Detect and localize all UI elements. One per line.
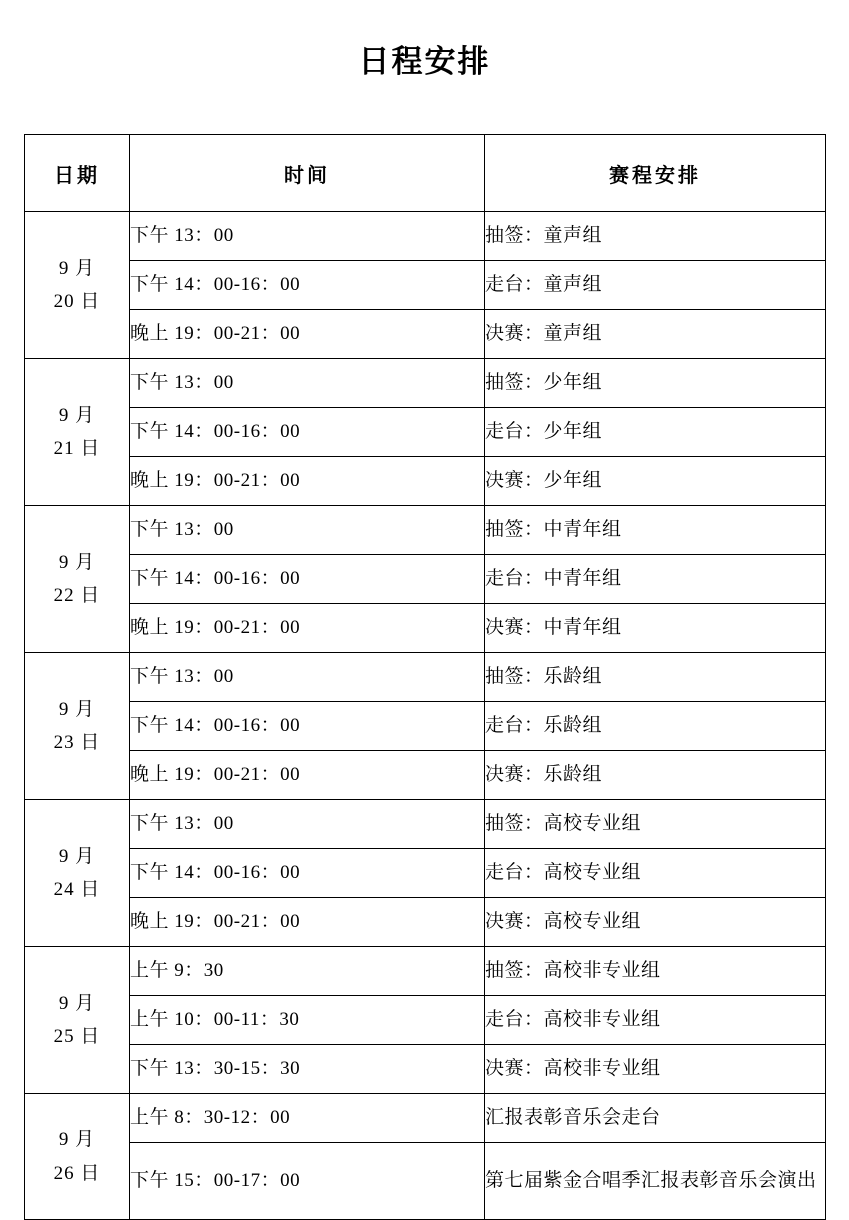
table-row	[25, 849, 826, 898]
schedule-date-cell	[25, 212, 130, 359]
schedule-time-cell: 下午 14：00-16：00	[130, 702, 485, 751]
table-row	[25, 1094, 826, 1143]
schedule-event-cell: 走台：高校非专业组	[485, 996, 826, 1045]
schedule-time-cell: 上午 9：30	[130, 947, 485, 996]
schedule-table-container	[24, 134, 825, 1220]
schedule-date-line: 21 日	[53, 438, 101, 460]
schedule-date-cell	[25, 800, 130, 947]
column-header-date: 日期	[25, 135, 130, 212]
schedule-event-cell: 决赛：童声组	[485, 310, 826, 359]
table-header-row	[25, 135, 826, 212]
schedule-event-cell: 抽签：童声组	[485, 212, 826, 261]
schedule-event-cell: 抽签：乐龄组	[485, 653, 826, 702]
schedule-event-cell: 走台：童声组	[485, 261, 826, 310]
table-body	[25, 212, 826, 1220]
schedule-time-cell: 下午 13：00	[130, 359, 485, 408]
schedule-time-cell: 下午 13：00	[130, 212, 485, 261]
schedule-time-cell: 晚上 19：00-21：00	[130, 898, 485, 947]
schedule-date-line: 9 月	[58, 551, 96, 573]
schedule-event-cell: 走台：少年组	[485, 408, 826, 457]
schedule-date-line: 9 月	[58, 404, 96, 426]
table-row	[25, 947, 826, 996]
schedule-time-cell: 晚上 19：00-21：00	[130, 310, 485, 359]
schedule-date-line: 9 月	[58, 845, 96, 867]
table-row	[25, 604, 826, 653]
schedule-time-cell: 上午 8：30-12：00	[130, 1094, 485, 1143]
table-row	[25, 1045, 826, 1094]
schedule-event-cell: 汇报表彰音乐会走台	[485, 1094, 826, 1143]
schedule-time-cell: 下午 14：00-16：00	[130, 408, 485, 457]
table-row	[25, 898, 826, 947]
table-row	[25, 800, 826, 849]
schedule-date-line: 25 日	[53, 1026, 101, 1048]
schedule-date-line: 9 月	[58, 1129, 96, 1151]
table-row	[25, 408, 826, 457]
schedule-date-line: 9 月	[58, 698, 96, 720]
schedule-date-cell	[25, 506, 130, 653]
schedule-time-cell: 晚上 19：00-21：00	[130, 604, 485, 653]
schedule-date-line: 26 日	[53, 1162, 101, 1184]
schedule-event-cell: 走台：中青年组	[485, 555, 826, 604]
schedule-time-cell: 下午 13：00	[130, 653, 485, 702]
schedule-table	[24, 134, 826, 1220]
schedule-time-cell: 晚上 19：00-21：00	[130, 457, 485, 506]
column-header-event: 赛程安排	[485, 135, 826, 212]
schedule-event-cell: 决赛：高校专业组	[485, 898, 826, 947]
schedule-time-cell: 下午 13：00	[130, 800, 485, 849]
schedule-event-cell: 抽签：高校非专业组	[485, 947, 826, 996]
schedule-date-line: 22 日	[53, 585, 101, 607]
schedule-event-cell: 抽签：中青年组	[485, 506, 826, 555]
schedule-event-cell: 抽签：少年组	[485, 359, 826, 408]
schedule-date-line: 24 日	[53, 879, 101, 901]
schedule-event-cell: 决赛：少年组	[485, 457, 826, 506]
column-header-time: 时间	[130, 135, 485, 212]
schedule-event-cell: 走台：高校专业组	[485, 849, 826, 898]
schedule-event-cell: 抽签：高校专业组	[485, 800, 826, 849]
schedule-time-cell: 上午 10：00-11：30	[130, 996, 485, 1045]
schedule-event-cell: 决赛：乐龄组	[485, 751, 826, 800]
schedule-date-cell	[25, 359, 130, 506]
table-header	[25, 135, 826, 212]
schedule-time-cell: 下午 14：00-16：00	[130, 849, 485, 898]
table-row	[25, 996, 826, 1045]
table-row	[25, 359, 826, 408]
schedule-date-line: 20 日	[53, 291, 101, 313]
table-row	[25, 261, 826, 310]
schedule-time-cell: 下午 14：00-16：00	[130, 555, 485, 604]
page-title: 日程安排	[358, 44, 491, 80]
table-row	[25, 1143, 826, 1220]
schedule-time-cell: 下午 13：00	[130, 506, 485, 555]
table-row	[25, 310, 826, 359]
schedule-date-line: 9 月	[58, 992, 96, 1014]
table-row	[25, 555, 826, 604]
table-row	[25, 457, 826, 506]
table-row	[25, 506, 826, 555]
schedule-date-line: 9 月	[58, 257, 96, 279]
schedule-date-cell	[25, 947, 130, 1094]
schedule-date-line: 23 日	[53, 732, 101, 754]
schedule-event-cell: 决赛：高校非专业组	[485, 1045, 826, 1094]
schedule-event-cell: 第七届紫金合唱季汇报表彰音乐会演出	[485, 1143, 826, 1220]
schedule-date-cell	[25, 1094, 130, 1220]
schedule-event-cell: 决赛：中青年组	[485, 604, 826, 653]
schedule-time-cell: 下午 14：00-16：00	[130, 261, 485, 310]
table-row	[25, 653, 826, 702]
table-row	[25, 212, 826, 261]
table-row	[25, 751, 826, 800]
schedule-time-cell: 晚上 19：00-21：00	[130, 751, 485, 800]
schedule-event-cell: 走台：乐龄组	[485, 702, 826, 751]
schedule-time-cell: 下午 15：00-17：00	[130, 1143, 485, 1220]
schedule-time-cell: 下午 13：30-15：30	[130, 1045, 485, 1094]
schedule-date-cell	[25, 653, 130, 800]
table-row	[25, 702, 826, 751]
